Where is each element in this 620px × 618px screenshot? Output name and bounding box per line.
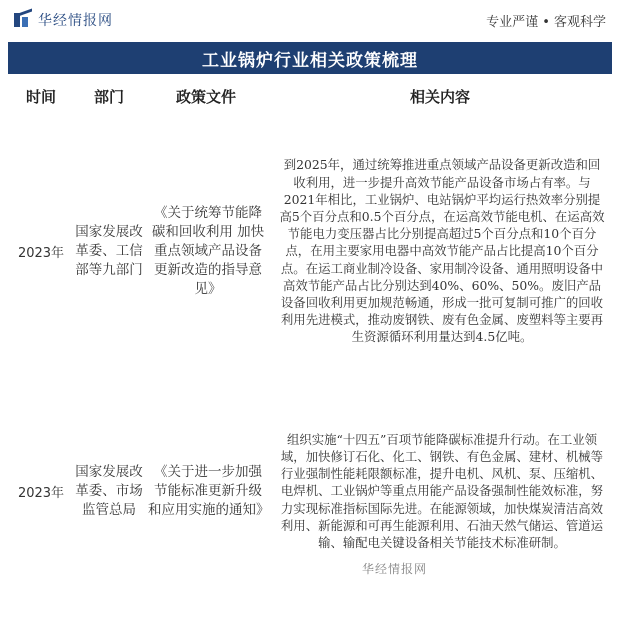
- header-content: 相关内容: [409, 87, 470, 106]
- row-doc: 《关于进一步加强节能标准更新升级和应用实施的通知》: [148, 463, 270, 518]
- header-bar: [0, 0, 620, 40]
- header-doc: 政策文件: [175, 87, 236, 106]
- title-banner: [8, 42, 612, 74]
- row-time: 2023年: [17, 245, 65, 261]
- row-content: 组织实施“十四五”百项节能降碳标准提升行动。在工业领域，加快修订石化、化工、钢铁、有色金属、建材、机械等行业强制性能耗限额标准，提升电机、风机、泵、压缩机、电焊机、工业锅炉等重点用能产品设备强制性能效标准，努力实现标准指标国际先进。在能源领域，加快煤炭清洁高效利用、新能源和可再生能源利用、石油天然气储运、管道运输、输配电关键设备相关节能技术标准研制。: [280, 431, 604, 550]
- watermark: 华经情报网: [362, 562, 428, 576]
- table-header: [8, 78, 612, 114]
- row-time: 2023年: [17, 485, 65, 501]
- table-row: [8, 122, 612, 380]
- row-content: 到2025年，通过统筹推进重点领域产品设备更新改造和回收利用，进一步提升高效节能产品设备市场占有率。与2021年相比，工业锅炉、电站锅炉平均运行热效率分别提高5个百分点和0.5个百分点，在运高效节能电机、在运高效节能电力变压器占比分别提高超过5个百分点和10个百分点，在用主要家用电器中高效节能产品占比提高10个百分点。在运工商业制冷设备、家用制冷设备、通用照明设备中高效节能产品占比分别达到40%、60%、50%。废旧产品设备回收利用更加规范畅通，形成一批可复制可推广的回收利用先进模式，推动废钢铁、废有色金属、废塑料等主要再生资源循环利用量达到4.5亿吨。: [279, 157, 605, 345]
- slogan: 专业严谨 • 客观科学: [486, 14, 606, 30]
- row-dept: 国家发展改革委、市场监管总局: [75, 463, 143, 518]
- page-title: 工业锅炉行业相关政策梳理: [202, 50, 418, 71]
- brand: [14, 10, 113, 30]
- row-doc: 《关于统筹节能降碳和回收利用 加快重点领域产品设备更新改造的指导意见》: [151, 204, 265, 297]
- row-dept: 国家发展改革委、工信部等九部门: [75, 223, 143, 278]
- brand-name: 华经情报网: [38, 13, 113, 29]
- brand-logo-icon: [14, 11, 32, 29]
- header-time: 时间: [25, 87, 56, 106]
- table-row: [8, 396, 612, 586]
- header-dept: 部门: [93, 87, 124, 106]
